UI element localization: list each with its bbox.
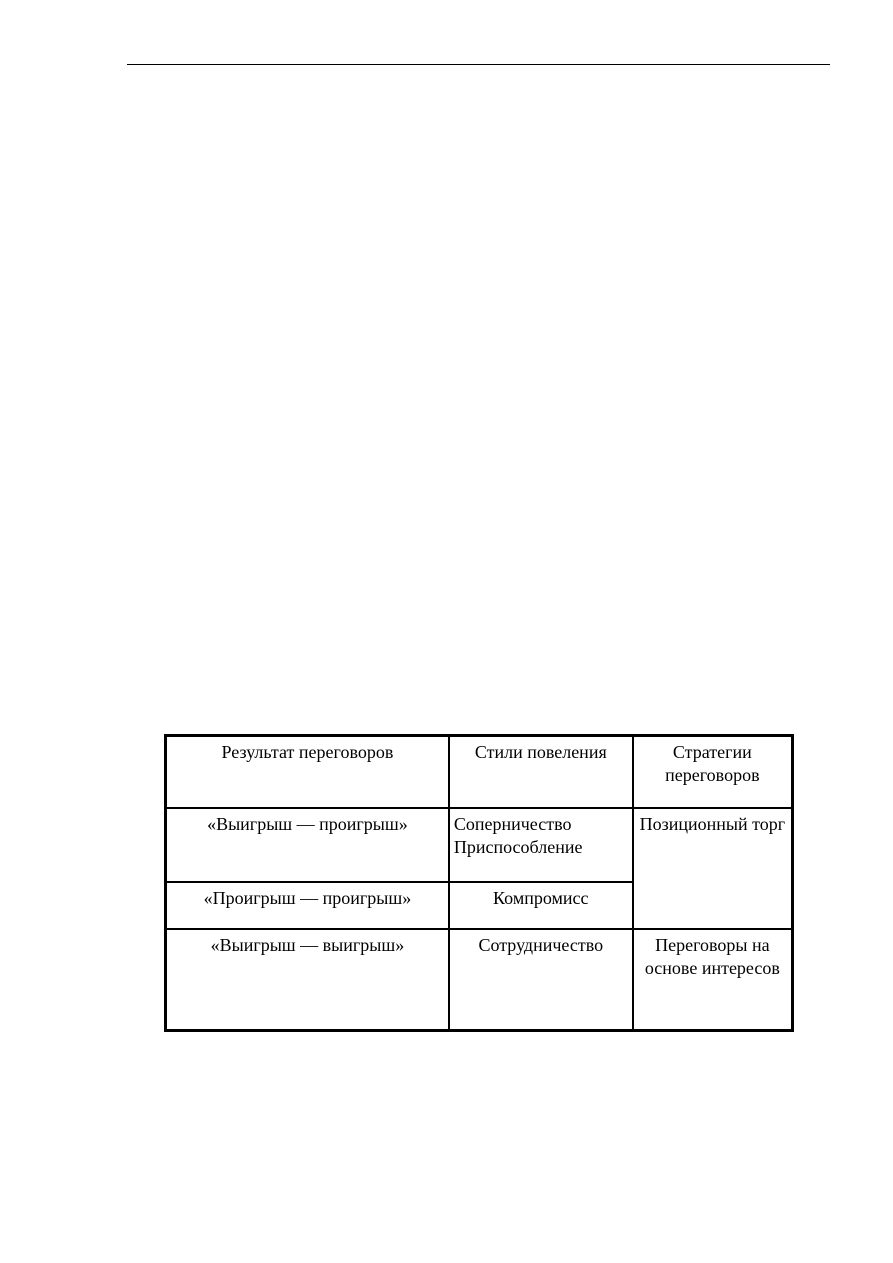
styles-cell	[449, 808, 633, 882]
table-row	[166, 808, 793, 882]
header-cell-styles: Стили повеления	[449, 736, 633, 808]
strategy-cell: Переговоры на основе интересов	[633, 929, 793, 1031]
table-header-row	[166, 736, 793, 808]
header-cell-result: Результат переговоров	[166, 736, 449, 808]
result-cell: «Выигрыш — выигрыш»	[166, 929, 449, 1031]
negotiation-strategies-table	[164, 734, 794, 1032]
styles-cell	[449, 929, 633, 1031]
result-cell: «Проигрыш — проигрыш»	[166, 882, 449, 929]
styles-cell	[449, 882, 633, 929]
strategy-cell: Позиционный торг	[633, 808, 793, 929]
table-row	[166, 929, 793, 1031]
result-cell: «Выигрыш — проигрыш»	[166, 808, 449, 882]
style-item: Сотрудничество	[478, 934, 604, 955]
style-item: Приспособление	[453, 836, 583, 857]
header-rule	[127, 64, 830, 65]
header-cell-strategies: Стратегии переговоров	[633, 736, 793, 808]
style-item: Компромисс	[493, 887, 589, 908]
style-item: Соперничество	[453, 813, 572, 834]
